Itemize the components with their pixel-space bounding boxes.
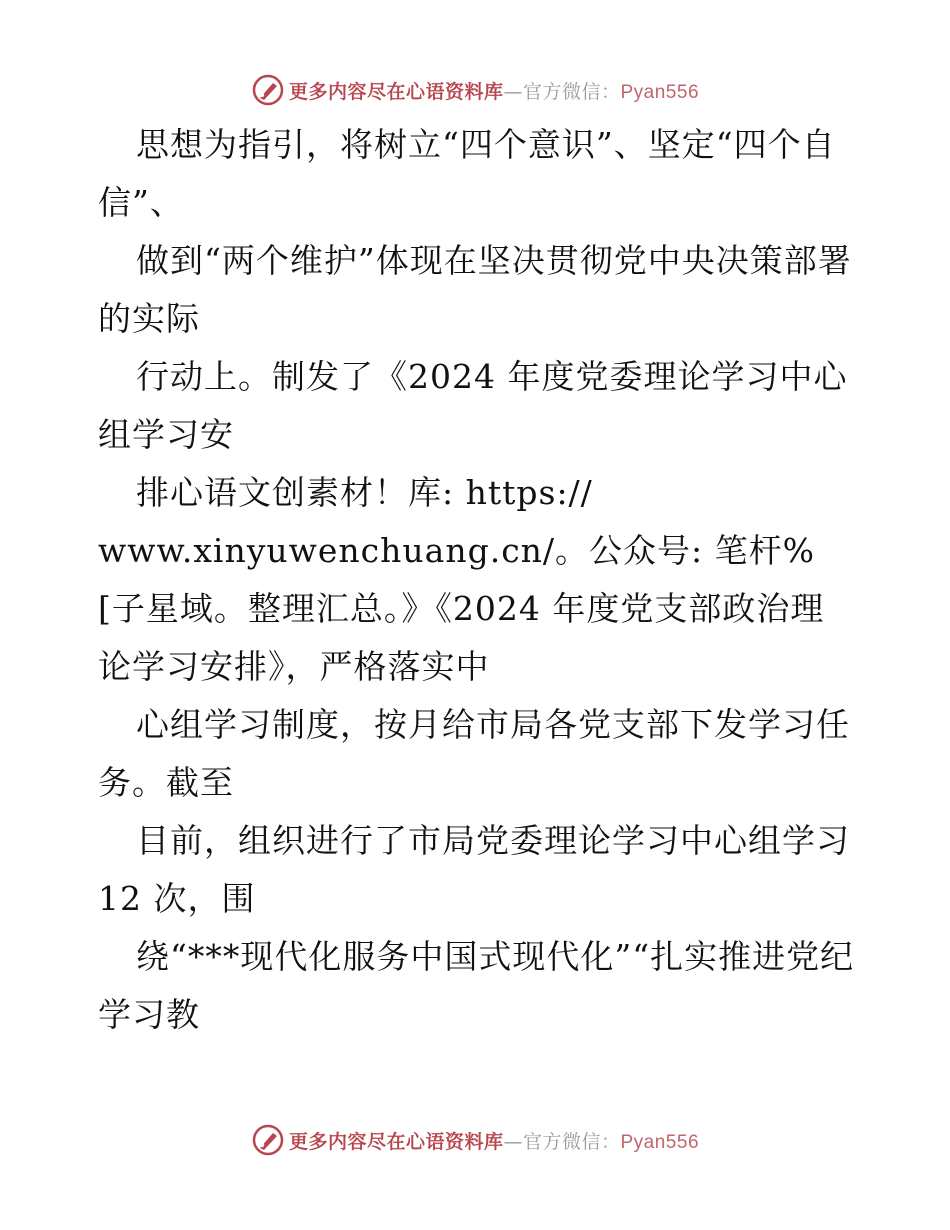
watermark-main-text: 更多内容尽在心语资料库 [288, 80, 504, 103]
watermark-dash: — [503, 80, 523, 103]
watermark-label: 官方微信： [522, 80, 621, 103]
pen-circle-logo-icon [251, 73, 285, 107]
paragraph-2: 做到“两个维护”体现在坚决贯彻党中央决策部署的实际 [98, 241, 852, 338]
footer-watermark [0, 1120, 950, 1160]
watermark-wechat-id: Pyan556 [620, 1131, 700, 1153]
paragraph-5: www.xinyuwenchuang.cn/。公众号: 笔杆%[子星域。整理汇总。》《2024 年度党支部政治理论学习安排》，严格落实中 [98, 531, 825, 686]
watermark-wechat-id: Pyan556 [620, 81, 700, 103]
watermark-label: 官方微信： [522, 1130, 621, 1153]
paragraph-8: 绕“***现代化服务中国式现代化”“扎实推进党纪学习教 [98, 937, 855, 1034]
header-watermark [0, 70, 950, 110]
paragraph-7: 目前，组织进行了市局党委理论学习中心组学习 12 次，围 [98, 821, 862, 918]
paragraph-6: 心组学习制度，按月给市局各党支部下发学习任务。截至 [98, 705, 850, 802]
paragraph-3: 行动上。制发了《2024 年度党委理论学习中心组学习安 [98, 357, 848, 454]
pen-circle-logo-icon [251, 1123, 285, 1157]
watermark-text [289, 1127, 699, 1154]
paragraph-1: 思想为指引，将树立“四个意识”、坚定“四个自信”、 [98, 125, 836, 222]
watermark-dash: — [503, 1130, 523, 1153]
paragraph-4: 排心语文创素材！库: https:// [136, 473, 593, 512]
watermark-main-text: 更多内容尽在心语资料库 [288, 1130, 504, 1153]
watermark-text [289, 77, 699, 104]
document-body [98, 116, 862, 1044]
